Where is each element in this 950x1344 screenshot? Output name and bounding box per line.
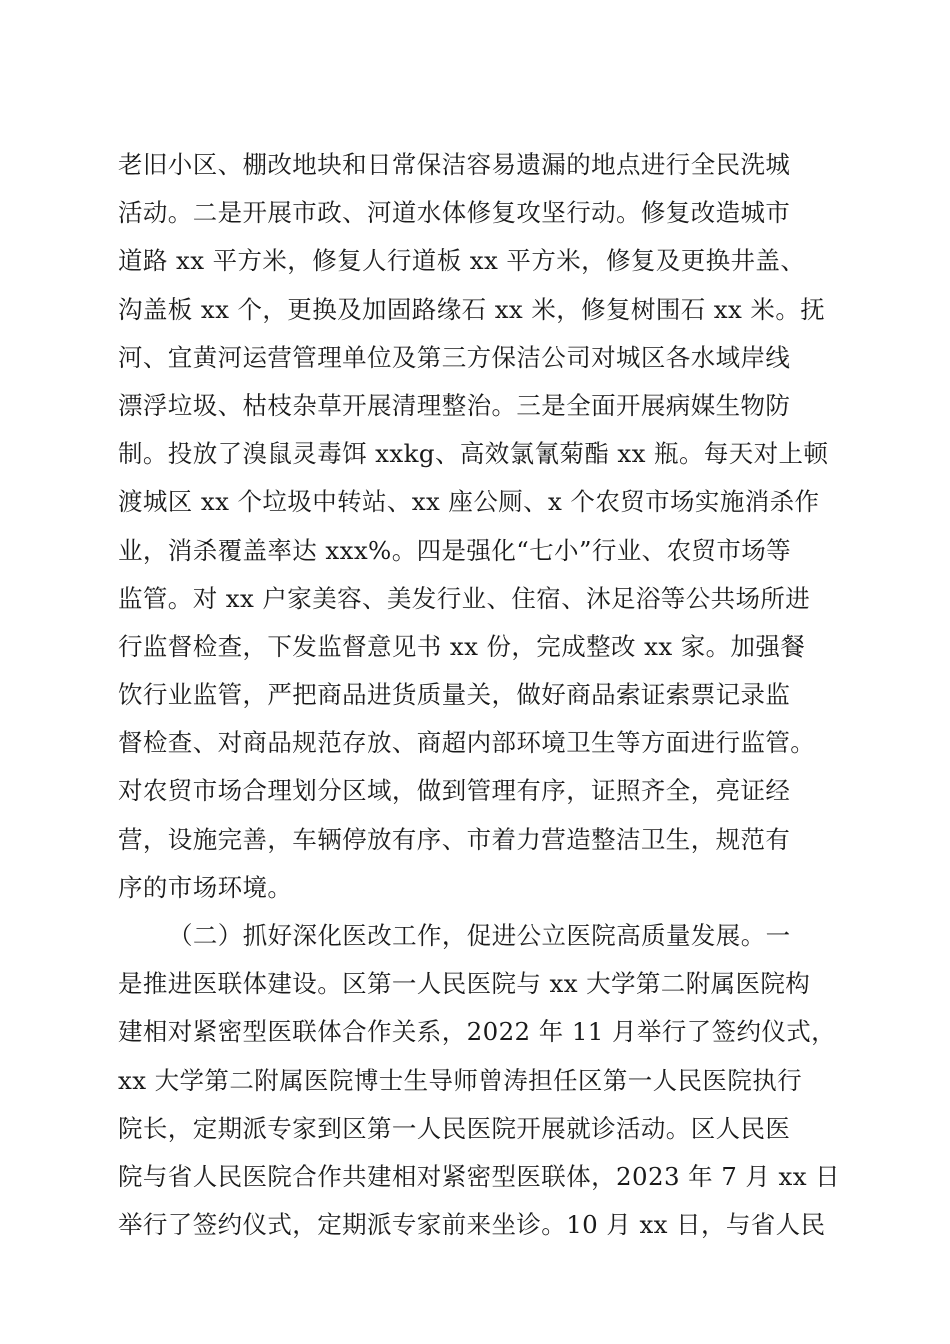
text-line-9: 业，消杀覆盖率达 xxx%。四是强化“七小”行业、农贸市场等: [118, 535, 792, 565]
section-heading-line: （二）抓好深化医改工作，促进公立医院高质量发展。一: [168, 921, 791, 950]
text-line-5: 河、宜黄河运营管理单位及第三方保洁公司对城区各水域岸线: [118, 342, 791, 372]
text-line-10: 监管。对 xx 户家美容、美发行业、住宿、沐足浴等公共场所进: [118, 583, 811, 613]
body-text: [118, 141, 841, 1249]
text-line-22: 院与省人民医院合作共建相对紧密型医联体，2023 年 7 月 xx 日: [118, 1161, 841, 1191]
text-line-19: 建相对紧密型医联体合作关系，2022 年 11 月举行了签约仪式，: [118, 1017, 837, 1047]
text-line-15: 营，设施完善，车辆停放有序、市着力营造整洁卫生，规范有: [118, 824, 791, 854]
text-line-14: 对农贸市场合理划分区域，做到管理有序，证照齐全，亮证经: [118, 776, 791, 806]
text-line-3: 道路 xx 平方米，修复人行道板 xx 平方米，修复及更换井盖、: [118, 246, 806, 276]
text-line-2: 活动。二是开展市政、河道水体修复攻坚行动。修复改造城市: [118, 198, 791, 228]
text-line-20: xx 大学第二附属医院博士生导师曾涛担任区第一人民医院执行: [118, 1065, 803, 1095]
text-line-4: 沟盖板 xx 个，更换及加固路缘石 xx 米，修复树围石 xx 米。抚: [118, 294, 826, 324]
text-line-6: 漂浮垃圾、枯枝杂草开展清理整治。三是全面开展病媒生物防: [118, 390, 791, 420]
text-line-23: 举行了签约仪式，定期派专家前来坐诊。10 月 xx 日，与省人民: [118, 1210, 826, 1240]
text-line-8: 渡城区 xx 个垃圾中转站、xx 座公厕、x 个农贸市场实施消杀作: [118, 487, 820, 517]
text-line-7: 制。投放了溴鼠灵毒饵 xxkg、高效氯氰菊酯 xx 瓶。每天对上顿: [118, 439, 829, 469]
text-line-21: 院长，定期派专家到区第一人民医院开展就诊活动。区人民医: [118, 1113, 791, 1143]
text-line-18: 是推进医联体建设。区第一人民医院与 xx 大学第二附属医院构: [118, 969, 811, 999]
text-line-13: 督检查、对商品规范存放、商超内部环境卫生等方面进行监管。: [118, 728, 816, 758]
text-line-16: 序的市场环境。: [118, 872, 293, 902]
text-line-1: 老旧小区、棚改地块和日常保洁容易遗漏的地点进行全民洗城: [118, 150, 791, 179]
text-line-12: 饮行业监管，严把商品进货质量关，做好商品索证索票记录监: [118, 680, 791, 710]
text-line-11: 行监督检查，下发监督意见书 xx 份，完成整改 xx 家。加强餐: [118, 631, 806, 661]
